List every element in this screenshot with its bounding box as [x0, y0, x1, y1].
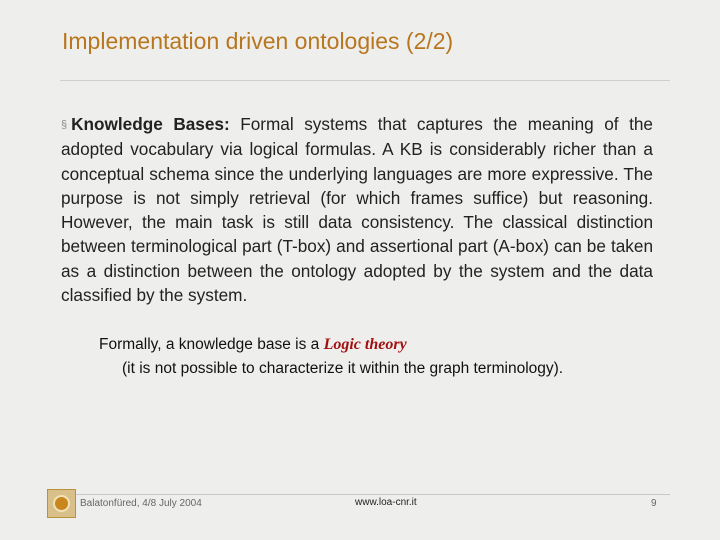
page-number: 9 — [651, 498, 657, 509]
bullet-icon: § — [61, 119, 68, 131]
knowledge-bases-paragraph — [61, 112, 653, 307]
logo-emblem — [53, 495, 70, 512]
footer-url: www.loa-cnr.it — [355, 497, 417, 508]
footer-divider — [60, 494, 670, 495]
knowledge-bases-definition: Formal systems that captures the meaning of the adopted vocabulary via logical formulas. A KB is considerably richer than a conceptual schema since the underlying languages are more expressive. The purpose is not simply retrieval (for which frames suffice) but reasoning. However, the main task is still data consistency. The classical distinction between terminological part (T-box) and assertional part (A-box) can be taken as a distinction between the ontology adopted by the system and the data classified by the system. — [61, 114, 653, 306]
loa-logo-icon — [47, 489, 76, 518]
formal-definition-prefix: Formally, a knowledge base is a — [99, 336, 324, 353]
slide-title: Implementation driven ontologies (2/2) — [62, 28, 454, 54]
formal-definition-line — [99, 336, 407, 354]
knowledge-bases-term: Knowledge Bases: — [71, 114, 230, 134]
title-divider — [60, 80, 670, 81]
logic-theory-term: Logic theory — [323, 336, 407, 353]
footer-location-date: Balatonfüred, 4/8 July 2004 — [80, 498, 202, 509]
graph-terminology-note: (it is not possible to characterize it within the graph terminology). — [122, 360, 564, 377]
